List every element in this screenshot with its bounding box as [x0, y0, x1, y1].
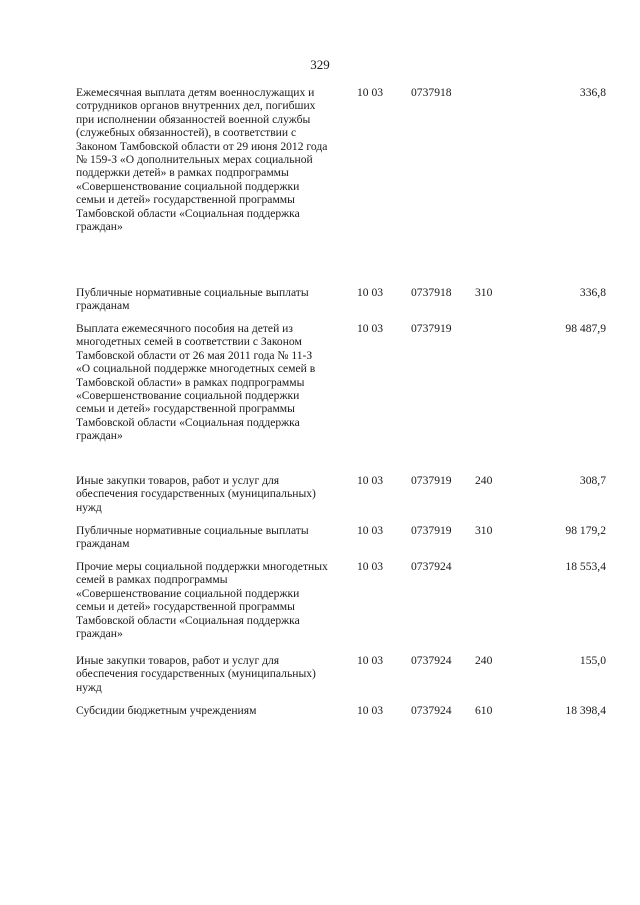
row-description: Прочие меры социальной поддержки многодетных семей в рамках подпрограммы «Совершенствование социальной поддержки семьи и детей» государственной программы Тамбовской области «Социальная поддержка граждан» [76, 560, 328, 641]
row-section-code: 10 03 [357, 322, 384, 335]
row-section-code: 10 03 [357, 524, 384, 537]
row-target-code: 0737924 [411, 654, 452, 667]
row-expense-type: 240 [475, 654, 493, 667]
row-expense-type: 310 [475, 524, 493, 537]
row-amount: 98 487,9 [565, 322, 606, 335]
budget-table [0, 86, 640, 724]
row-description: Публичные нормативные социальные выплаты гражданам [76, 286, 309, 313]
row-amount: 18 553,4 [565, 560, 606, 573]
row-target-code: 0737918 [411, 86, 452, 99]
table-row [0, 286, 640, 322]
row-expense-type: 310 [475, 286, 493, 299]
table-row [0, 322, 640, 474]
row-target-code: 0737924 [411, 560, 452, 573]
table-row [0, 474, 640, 524]
row-target-code: 0737924 [411, 704, 452, 717]
table-row [0, 704, 640, 724]
row-section-code: 10 03 [357, 474, 384, 487]
row-amount: 155,0 [579, 654, 606, 667]
row-description: Публичные нормативные социальные выплаты гражданам [76, 524, 309, 551]
row-amount: 18 398,4 [565, 704, 606, 717]
table-row [0, 560, 640, 654]
row-description: Субсидии бюджетным учреждениям [76, 704, 257, 717]
page-number: 329 [310, 57, 330, 72]
row-amount: 308,7 [579, 474, 606, 487]
row-section-code: 10 03 [357, 560, 384, 573]
row-expense-type: 240 [475, 474, 493, 487]
row-amount: 336,8 [579, 286, 606, 299]
row-section-code: 10 03 [357, 654, 384, 667]
row-target-code: 0737919 [411, 322, 452, 335]
row-target-code: 0737919 [411, 474, 452, 487]
row-amount: 336,8 [579, 86, 606, 99]
row-description: Ежемесячная выплата детям военнослужащих и сотрудников органов внутренних дел, погибших при исполнении обязанностей военной службы (служебных обязанностей), в соответствии с Законом Тамбовской области от 29 июня 2012 года № 159-З «О дополнительных мерах социальной поддержки детей» в рамках подпрограммы «Совершенствование социальной поддержки семьи и детей» государственной программы Тамбовской области «Социальная поддержка граждан» [76, 86, 328, 234]
row-description: Выплата ежемесячного пособия на детей из многодетных семей в соответствии с Законом Тамбовской области от 26 мая 2011 года № 11-З «О социальной поддержке многодетных семей в Тамбовской области» в рамках подпрограммы «Совершенствование социальной поддержки семьи и детей» государственной программы Тамбовской области «Социальная поддержка граждан» [76, 322, 316, 443]
row-description: Иные закупки товаров, работ и услуг для обеспечения государственных (муниципальных) нужд [76, 474, 316, 514]
row-amount: 98 179,2 [565, 524, 606, 537]
row-expense-type: 610 [475, 704, 493, 717]
row-target-code: 0737919 [411, 524, 452, 537]
row-section-code: 10 03 [357, 704, 384, 717]
row-section-code: 10 03 [357, 286, 384, 299]
table-row [0, 524, 640, 560]
row-section-code: 10 03 [357, 86, 384, 99]
row-target-code: 0737918 [411, 286, 452, 299]
row-description: Иные закупки товаров, работ и услуг для обеспечения государственных (муниципальных) нужд [76, 654, 316, 694]
table-row [0, 86, 640, 286]
table-row [0, 654, 640, 704]
